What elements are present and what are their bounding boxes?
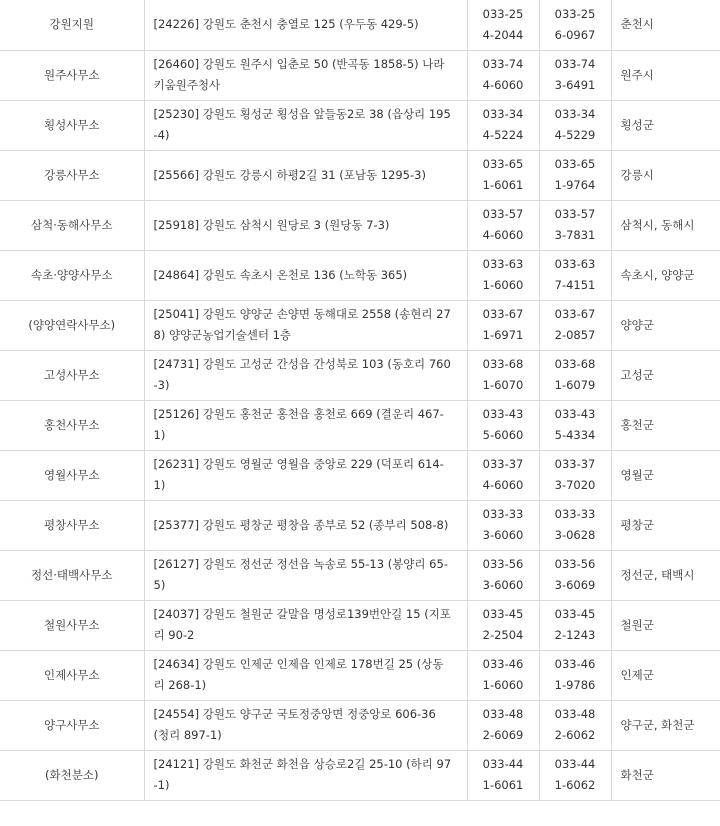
office-name-cell: 강원지원 [0, 0, 144, 50]
fax-cell: 033-681-6079 [539, 350, 611, 400]
office-name-cell: (양양연락사무소) [0, 300, 144, 350]
fax-cell: 033-573-7831 [539, 200, 611, 250]
phone-cell: 033-651-6061 [467, 150, 539, 200]
table-row [0, 650, 720, 700]
fax-cell: 033-637-4151 [539, 250, 611, 300]
phone-cell: 033-744-6060 [467, 50, 539, 100]
phone-cell: 033-333-6060 [467, 500, 539, 550]
fax-cell: 033-452-1243 [539, 600, 611, 650]
table-row [0, 450, 720, 500]
phone-cell: 033-374-6060 [467, 450, 539, 500]
address-cell: [25230] 강원도 횡성군 횡성읍 앞들동2로 38 (읍상리 195-4) [144, 100, 467, 150]
address-cell: [24864] 강원도 속초시 온천로 136 (노학동 365) [144, 250, 467, 300]
phone-cell: 033-452-2504 [467, 600, 539, 650]
table-row [0, 500, 720, 550]
office-name-cell: 속초·양양사무소 [0, 250, 144, 300]
address-cell: [24554] 강원도 양구군 국토정중앙면 정중앙로 606-36 (청리 897-1) [144, 700, 467, 750]
table-row [0, 150, 720, 200]
address-cell: [26127] 강원도 정선군 정선읍 녹송로 55-13 (봉양리 65-5) [144, 550, 467, 600]
phone-cell: 033-435-6060 [467, 400, 539, 450]
address-cell: [26460] 강원도 원주시 입춘로 50 (반곡동 1858-5) 나라키움원주청사 [144, 50, 467, 100]
table-row [0, 750, 720, 800]
address-cell: [25377] 강원도 평창군 평창읍 종부로 52 (종부리 508-8) [144, 500, 467, 550]
fax-cell: 033-373-7020 [539, 450, 611, 500]
phone-cell: 033-574-6060 [467, 200, 539, 250]
jurisdiction-cell: 속초시, 양양군 [611, 250, 720, 300]
address-cell: [24226] 강원도 춘천시 충열로 125 (우두동 429-5) [144, 0, 467, 50]
phone-cell: 033-563-6060 [467, 550, 539, 600]
jurisdiction-cell: 고성군 [611, 350, 720, 400]
office-name-cell: 영월사무소 [0, 450, 144, 500]
fax-cell: 033-672-0857 [539, 300, 611, 350]
office-name-cell: 정선·태백사무소 [0, 550, 144, 600]
jurisdiction-cell: 화천군 [611, 750, 720, 800]
fax-cell: 033-563-6069 [539, 550, 611, 600]
table-row [0, 550, 720, 600]
phone-cell: 033-671-6971 [467, 300, 539, 350]
fax-cell: 033-441-6062 [539, 750, 611, 800]
office-name-cell: 횡성사무소 [0, 100, 144, 150]
address-cell: [26231] 강원도 영월군 영월읍 중앙로 229 (덕포리 614-1) [144, 450, 467, 500]
fax-cell: 033-651-9764 [539, 150, 611, 200]
jurisdiction-cell: 양구군, 화천군 [611, 700, 720, 750]
fax-cell: 033-344-5229 [539, 100, 611, 150]
office-name-cell: 양구사무소 [0, 700, 144, 750]
jurisdiction-cell: 횡성군 [611, 100, 720, 150]
fax-cell: 033-256-0967 [539, 0, 611, 50]
jurisdiction-cell: 영월군 [611, 450, 720, 500]
office-name-cell: 고성사무소 [0, 350, 144, 400]
office-name-cell: 평창사무소 [0, 500, 144, 550]
address-cell: [24731] 강원도 고성군 간성읍 간성북로 103 (동호리 760-3) [144, 350, 467, 400]
table-row [0, 50, 720, 100]
table-row [0, 400, 720, 450]
jurisdiction-cell: 양양군 [611, 300, 720, 350]
jurisdiction-cell: 삼척시, 동해시 [611, 200, 720, 250]
fax-cell: 033-333-0628 [539, 500, 611, 550]
jurisdiction-cell: 홍천군 [611, 400, 720, 450]
phone-cell: 033-344-5224 [467, 100, 539, 150]
fax-cell: 033-482-6062 [539, 700, 611, 750]
fax-cell: 033-435-4334 [539, 400, 611, 450]
fax-cell: 033-461-9786 [539, 650, 611, 700]
table-row [0, 700, 720, 750]
office-name-cell: 강릉사무소 [0, 150, 144, 200]
table-row [0, 300, 720, 350]
jurisdiction-cell: 원주시 [611, 50, 720, 100]
table-row [0, 350, 720, 400]
jurisdiction-cell: 인제군 [611, 650, 720, 700]
office-name-cell: 인제사무소 [0, 650, 144, 700]
jurisdiction-cell: 평창군 [611, 500, 720, 550]
table-row [0, 100, 720, 150]
phone-cell: 033-441-6061 [467, 750, 539, 800]
address-cell: [25126] 강원도 홍천군 홍천읍 홍천로 669 (결운리 467-1) [144, 400, 467, 450]
table-row [0, 0, 720, 50]
address-cell: [25041] 강원도 양양군 손양면 동해대로 2558 (송현리 278) 양양군농업기술센터 1층 [144, 300, 467, 350]
fax-cell: 033-743-6491 [539, 50, 611, 100]
office-name-cell: 원주사무소 [0, 50, 144, 100]
office-name-cell: (화천분소) [0, 750, 144, 800]
office-name-cell: 홍천사무소 [0, 400, 144, 450]
address-cell: [25566] 강원도 강릉시 하평2길 31 (포남동 1295-3) [144, 150, 467, 200]
jurisdiction-cell: 춘천시 [611, 0, 720, 50]
jurisdiction-cell: 철원군 [611, 600, 720, 650]
phone-cell: 033-254-2044 [467, 0, 539, 50]
phone-cell: 033-461-6060 [467, 650, 539, 700]
address-cell: [25918] 강원도 삼척시 원당로 3 (원당동 7-3) [144, 200, 467, 250]
table-row [0, 250, 720, 300]
address-cell: [24634] 강원도 인제군 인제읍 인제로 178번길 25 (상동리 268-1) [144, 650, 467, 700]
office-name-cell: 철원사무소 [0, 600, 144, 650]
table-row [0, 600, 720, 650]
table-row [0, 200, 720, 250]
address-cell: [24121] 강원도 화천군 화천읍 상승로2길 25-10 (하리 97-1) [144, 750, 467, 800]
jurisdiction-cell: 강릉시 [611, 150, 720, 200]
phone-cell: 033-681-6070 [467, 350, 539, 400]
office-name-cell: 삼척·동해사무소 [0, 200, 144, 250]
phone-cell: 033-482-6069 [467, 700, 539, 750]
address-cell: [24037] 강원도 철원군 갈말읍 명성로139번안길 15 (지포리 90-2 [144, 600, 467, 650]
phone-cell: 033-631-6060 [467, 250, 539, 300]
jurisdiction-cell: 정선군, 태백시 [611, 550, 720, 600]
